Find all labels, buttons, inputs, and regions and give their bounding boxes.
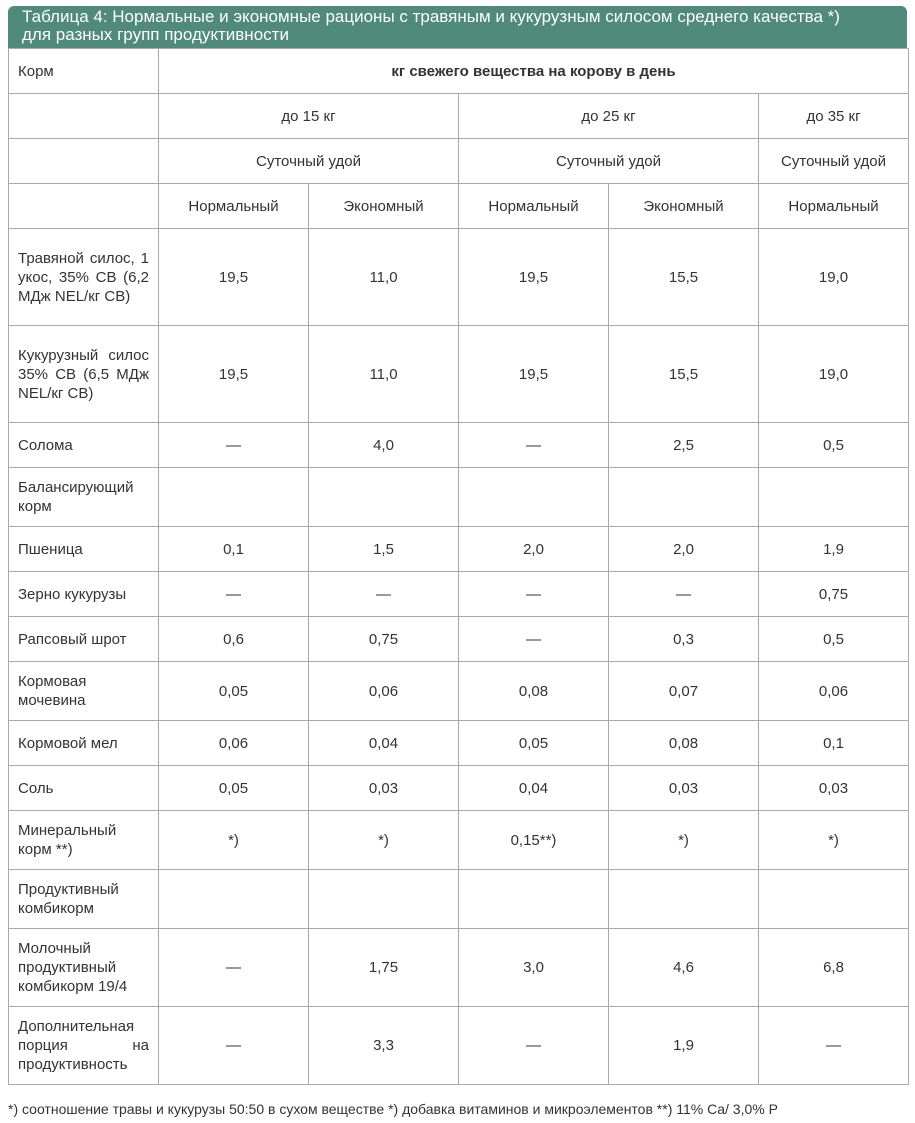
unit-header: кг свежего вещества на корову в день [159,49,909,94]
ration-type-header: Нормальный [759,184,909,229]
value-cell: 1,9 [609,1007,759,1085]
value-cell: 0,08 [459,662,609,721]
table-row [9,1007,909,1085]
value-cell [159,468,309,527]
group-header: до 35 кг [759,94,909,139]
feed-name-cell: Кормовой мел [9,721,159,766]
value-cell: 0,5 [759,617,909,662]
table-row [9,662,909,721]
value-cell: 0,75 [759,572,909,617]
table-row [9,766,909,811]
value-cell: 0,6 [159,617,309,662]
value-cell [459,870,609,929]
feed-name-cell: Продуктивный комбикорм [9,870,159,929]
value-cell: *) [609,811,759,870]
footnote: *) соотношение травы и кукурузы 50:50 в сухом веществе *) добавка витаминов и микроэлементов **) 11% Ca/ 3,0% P [8,1101,778,1117]
value-cell: 0,06 [159,721,309,766]
header-row-yield [9,139,909,184]
table-row [9,617,909,662]
value-cell: — [459,423,609,468]
value-cell: 0,07 [609,662,759,721]
value-cell: 19,5 [459,326,609,423]
value-cell: 11,0 [309,229,459,326]
value-cell: 0,03 [609,766,759,811]
blank-header-cell [9,139,159,184]
yield-header: Суточный удой [459,139,759,184]
value-cell: 3,3 [309,1007,459,1085]
value-cell: — [459,617,609,662]
value-cell: 19,0 [759,229,909,326]
group-header: до 15 кг [159,94,459,139]
value-cell: — [159,1007,309,1085]
header-row-ration-type [9,184,909,229]
ration-type-header: Нормальный [159,184,309,229]
value-cell [609,468,759,527]
value-cell: 0,5 [759,423,909,468]
value-cell [759,870,909,929]
value-cell: 4,0 [309,423,459,468]
table-row [9,468,909,527]
feed-name-cell: Кукурузный силос 35% СВ (6,5 МДж NEL/кг СВ) [9,326,159,423]
feed-name-cell: Пшеница [9,527,159,572]
table-caption [8,6,907,48]
value-cell: — [159,423,309,468]
feed-name-cell: Дополнительная порция на продуктивность [9,1007,159,1085]
blank-header-cell [9,184,159,229]
value-cell: — [459,572,609,617]
caption-line-1: Таблица 4: Нормальные и экономные рационы с травяным и кукурузным силосом среднего качества *) [22,7,840,26]
value-cell: — [759,1007,909,1085]
table-row [9,229,909,326]
header-row-unit [9,49,909,94]
value-cell: 0,06 [759,662,909,721]
ration-type-header: Экономный [309,184,459,229]
value-cell: 0,1 [759,721,909,766]
table-row [9,721,909,766]
table-row [9,326,909,423]
value-cell: 15,5 [609,326,759,423]
feed-name-cell: Балансирующий корм [9,468,159,527]
value-cell [609,870,759,929]
value-cell [459,468,609,527]
value-cell: 0,08 [609,721,759,766]
feed-header: Корм [9,49,159,94]
ration-type-header: Экономный [609,184,759,229]
value-cell: 15,5 [609,229,759,326]
feed-name-cell: Минеральный корм **) [9,811,159,870]
caption-line-2: для разных групп продуктивности [22,25,289,44]
ration-table [8,48,909,1085]
value-cell: 6,8 [759,929,909,1007]
value-cell: 0,05 [159,662,309,721]
feed-name-cell: Молочный продуктивный комбикорм 19/4 [9,929,159,1007]
value-cell: 1,75 [309,929,459,1007]
value-cell: 19,0 [759,326,909,423]
yield-header: Суточный удой [759,139,909,184]
table-row [9,811,909,870]
value-cell: 2,0 [609,527,759,572]
value-cell: 0,05 [159,766,309,811]
value-cell: 2,0 [459,527,609,572]
table-row [9,870,909,929]
value-cell: 0,04 [309,721,459,766]
ration-type-header: Нормальный [459,184,609,229]
value-cell: *) [759,811,909,870]
table-row [9,527,909,572]
value-cell: — [159,572,309,617]
value-cell: 0,03 [759,766,909,811]
value-cell: *) [159,811,309,870]
value-cell [759,468,909,527]
value-cell: 19,5 [159,229,309,326]
value-cell [309,468,459,527]
value-cell: 0,3 [609,617,759,662]
yield-header: Суточный удой [159,139,459,184]
header-row-groups [9,94,909,139]
feed-name-cell: Солома [9,423,159,468]
value-cell: — [609,572,759,617]
feed-name-cell: Рапсовый шрот [9,617,159,662]
value-cell: — [309,572,459,617]
value-cell: 0,05 [459,721,609,766]
feed-name-cell: Травяной силос, 1 укос, 35% СВ (6,2 МДж NEL/кг СВ) [9,229,159,326]
feed-name-cell: Кормовая мочевина [9,662,159,721]
value-cell [309,870,459,929]
table-row [9,423,909,468]
feed-name-cell: Зерно кукурузы [9,572,159,617]
value-cell: 11,0 [309,326,459,423]
value-cell: 0,75 [309,617,459,662]
feed-name-cell: Соль [9,766,159,811]
value-cell: *) [309,811,459,870]
value-cell: 2,5 [609,423,759,468]
value-cell: 0,03 [309,766,459,811]
value-cell: 19,5 [459,229,609,326]
value-cell: 0,15**) [459,811,609,870]
value-cell: 3,0 [459,929,609,1007]
blank-header-cell [9,94,159,139]
table-row [9,929,909,1007]
value-cell [159,870,309,929]
value-cell: 1,5 [309,527,459,572]
value-cell: 0,06 [309,662,459,721]
value-cell: 0,04 [459,766,609,811]
value-cell: — [159,929,309,1007]
value-cell: 4,6 [609,929,759,1007]
value-cell: 19,5 [159,326,309,423]
value-cell: 0,1 [159,527,309,572]
value-cell: 1,9 [759,527,909,572]
group-header: до 25 кг [459,94,759,139]
table-row [9,572,909,617]
value-cell: — [459,1007,609,1085]
